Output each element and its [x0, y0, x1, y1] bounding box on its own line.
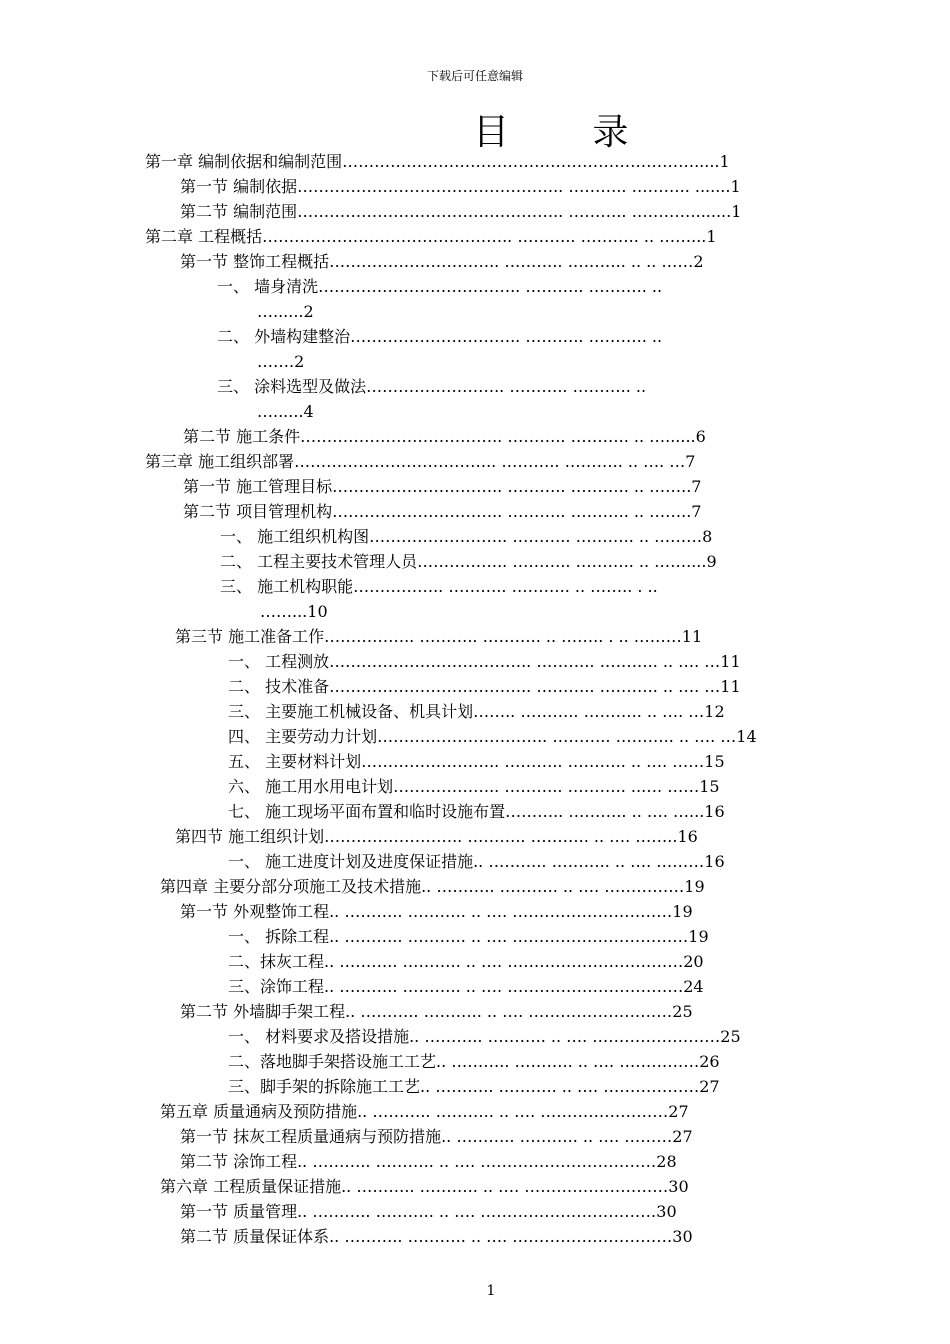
toc-entry: 一、 施工组织机构图…………………….. ……….. ……….. .. ………8: [220, 527, 713, 546]
toc-entry: 第五章 质量通病及预防措施.. ……….. ……….. .. …. ……………………27: [160, 1102, 689, 1121]
toc-entry: 二、抹灰工程.. ……….. ……….. .. …. ……………………………20: [228, 952, 704, 971]
toc-entry: 第二节 外墙脚手架工程.. ……….. ……….. .. …. ………………………25: [180, 1002, 693, 1021]
page-number: 1: [486, 1283, 496, 1299]
toc-entry: 第二节 质量保证体系.. ……….. ……….. .. …. …………………………30: [180, 1227, 693, 1246]
toc-entry: 第二节 项目管理机构………………………….. ……….. ……….. .. ……..7: [183, 502, 702, 521]
toc-entry: 第一节 整饰工程概括………………………….. ……….. ……….. .. .. ……2: [180, 252, 704, 271]
toc-entry: 三、 主要施工机械设备、机具计划…….. ……….. ……….. .. …. …12: [228, 702, 725, 721]
toc-entry: 七、 施工现场平面布置和临时设施布置……….. ……….. .. …. …...16: [228, 802, 725, 821]
toc-entry: 第一节 质量管理.. ……….. ……….. .. …. ……………………………30: [180, 1202, 677, 1221]
toc-entry: 三、涂饰工程.. ……….. ……….. .. …. ……………………………24: [228, 977, 704, 996]
toc-entry: 四、 主要劳动力计划………………………….. ……….. ……….. .. …. …14: [228, 727, 757, 746]
toc-entry: 三、 施工机构职能…………….. ……….. ……….. .. …….. . ..: [220, 577, 658, 596]
toc-entry: 三、 涂料选型及做法…………………….. ……….. ……….. ..: [217, 377, 647, 396]
toc-entry: …......2: [257, 302, 314, 321]
toc-entry: …......4: [257, 402, 314, 421]
toc-entry: 第一节 抹灰工程质量通病与预防措施.. ……….. ……….. .. …. ………27: [180, 1127, 693, 1146]
toc-entry: 六、 施工用水用电计划……………….. ……….. ……….. ..…. ……15: [228, 777, 720, 796]
toc-entry: 一、 施工进度计划及进度保证措施.. ……….. ……….. .. …. ………16: [228, 852, 725, 871]
toc-entry: 二、 技术准备……………………………….. ……….. ……….. .. …. …11: [228, 677, 741, 696]
toc-entry: 一、 工程测放……………………………….. ……….. ……….. .. …. …11: [228, 652, 741, 671]
toc-entry: 第四章 主要分部分项施工及技术措施.. ……….. ……….. .. …. ……………19: [160, 877, 705, 896]
toc-entry: 第六章 工程质量保证措施.. ……….. ……….. .. …. ………………………30: [160, 1177, 689, 1196]
toc-entry: 一、 材料要求及搭设措施.. ……….. ……….. .. …. ……………………25: [228, 1027, 741, 1046]
toc-entry: 二、 工程主要技术管理人员…………….. ……….. ……….. .. ……....9: [220, 552, 717, 571]
toc-entry: 第一节 编制依据………………………………………….. ……….. ……….. .......1: [180, 177, 741, 196]
toc-entry: 第二节 施工条件……………………………….. ……….. ……….. .. …......6: [183, 427, 706, 446]
toc-entry: 第一节 施工管理目标………………………….. ……….. ……….. .. ……..7: [183, 477, 702, 496]
toc-entry: 第三章 施工组织部署……………………………….. ……….. ……….. .. …. …7: [145, 452, 696, 471]
toc-entry: 三、脚手架的拆除施工工艺.. ……….. ……….. .. …. ………………27: [228, 1077, 720, 1096]
toc-entry: 二、落地脚手架搭设施工工艺.. ……….. ……….. .. …. ……………26: [228, 1052, 720, 1071]
toc-entry: 第一节 外观整饰工程.. ……….. ……….. .. …. …………………………19: [180, 902, 693, 921]
toc-entry: 第二节 涂饰工程.. ……….. ……….. .. …. ……………………………28: [180, 1152, 677, 1171]
toc-entry: 第一章 编制依据和编制范围………………………………………………………….....1: [145, 152, 730, 171]
toc-entry: …….2: [257, 352, 305, 371]
toc-entry: ……...10: [260, 602, 328, 621]
toc-entry: 二、 外墙构建整治………………………….. ……….. ……….. ..: [217, 327, 663, 346]
page-title: 目 录: [473, 112, 665, 153]
toc-entry: 第三节 施工准备工作…………….. ……….. ……….. .. …….. . .. ………11: [175, 627, 703, 646]
page-header: 下载后可任意编辑: [426, 69, 523, 83]
toc-entry: 第四节 施工组织计划…………………….. ……….. ……….. .. …. ……..16: [175, 827, 698, 846]
toc-entry: 第二节 编制范围………………………………………….. ……….. ………….......1: [180, 202, 742, 221]
toc-entry: 五、 主要材料计划…………………….. ……….. ……….. .. …. ……15: [228, 752, 725, 771]
toc-entry: 第二章 工程概括……………………………………….. ……….. ……….. .. ……...1: [145, 227, 717, 246]
toc-entry: 一、 拆除工程.. ……….. ……….. .. …. ……………………………19: [228, 927, 709, 946]
toc-entry: 一、 墙身清洗……………………………….. ……….. ……….. ..: [217, 277, 663, 296]
